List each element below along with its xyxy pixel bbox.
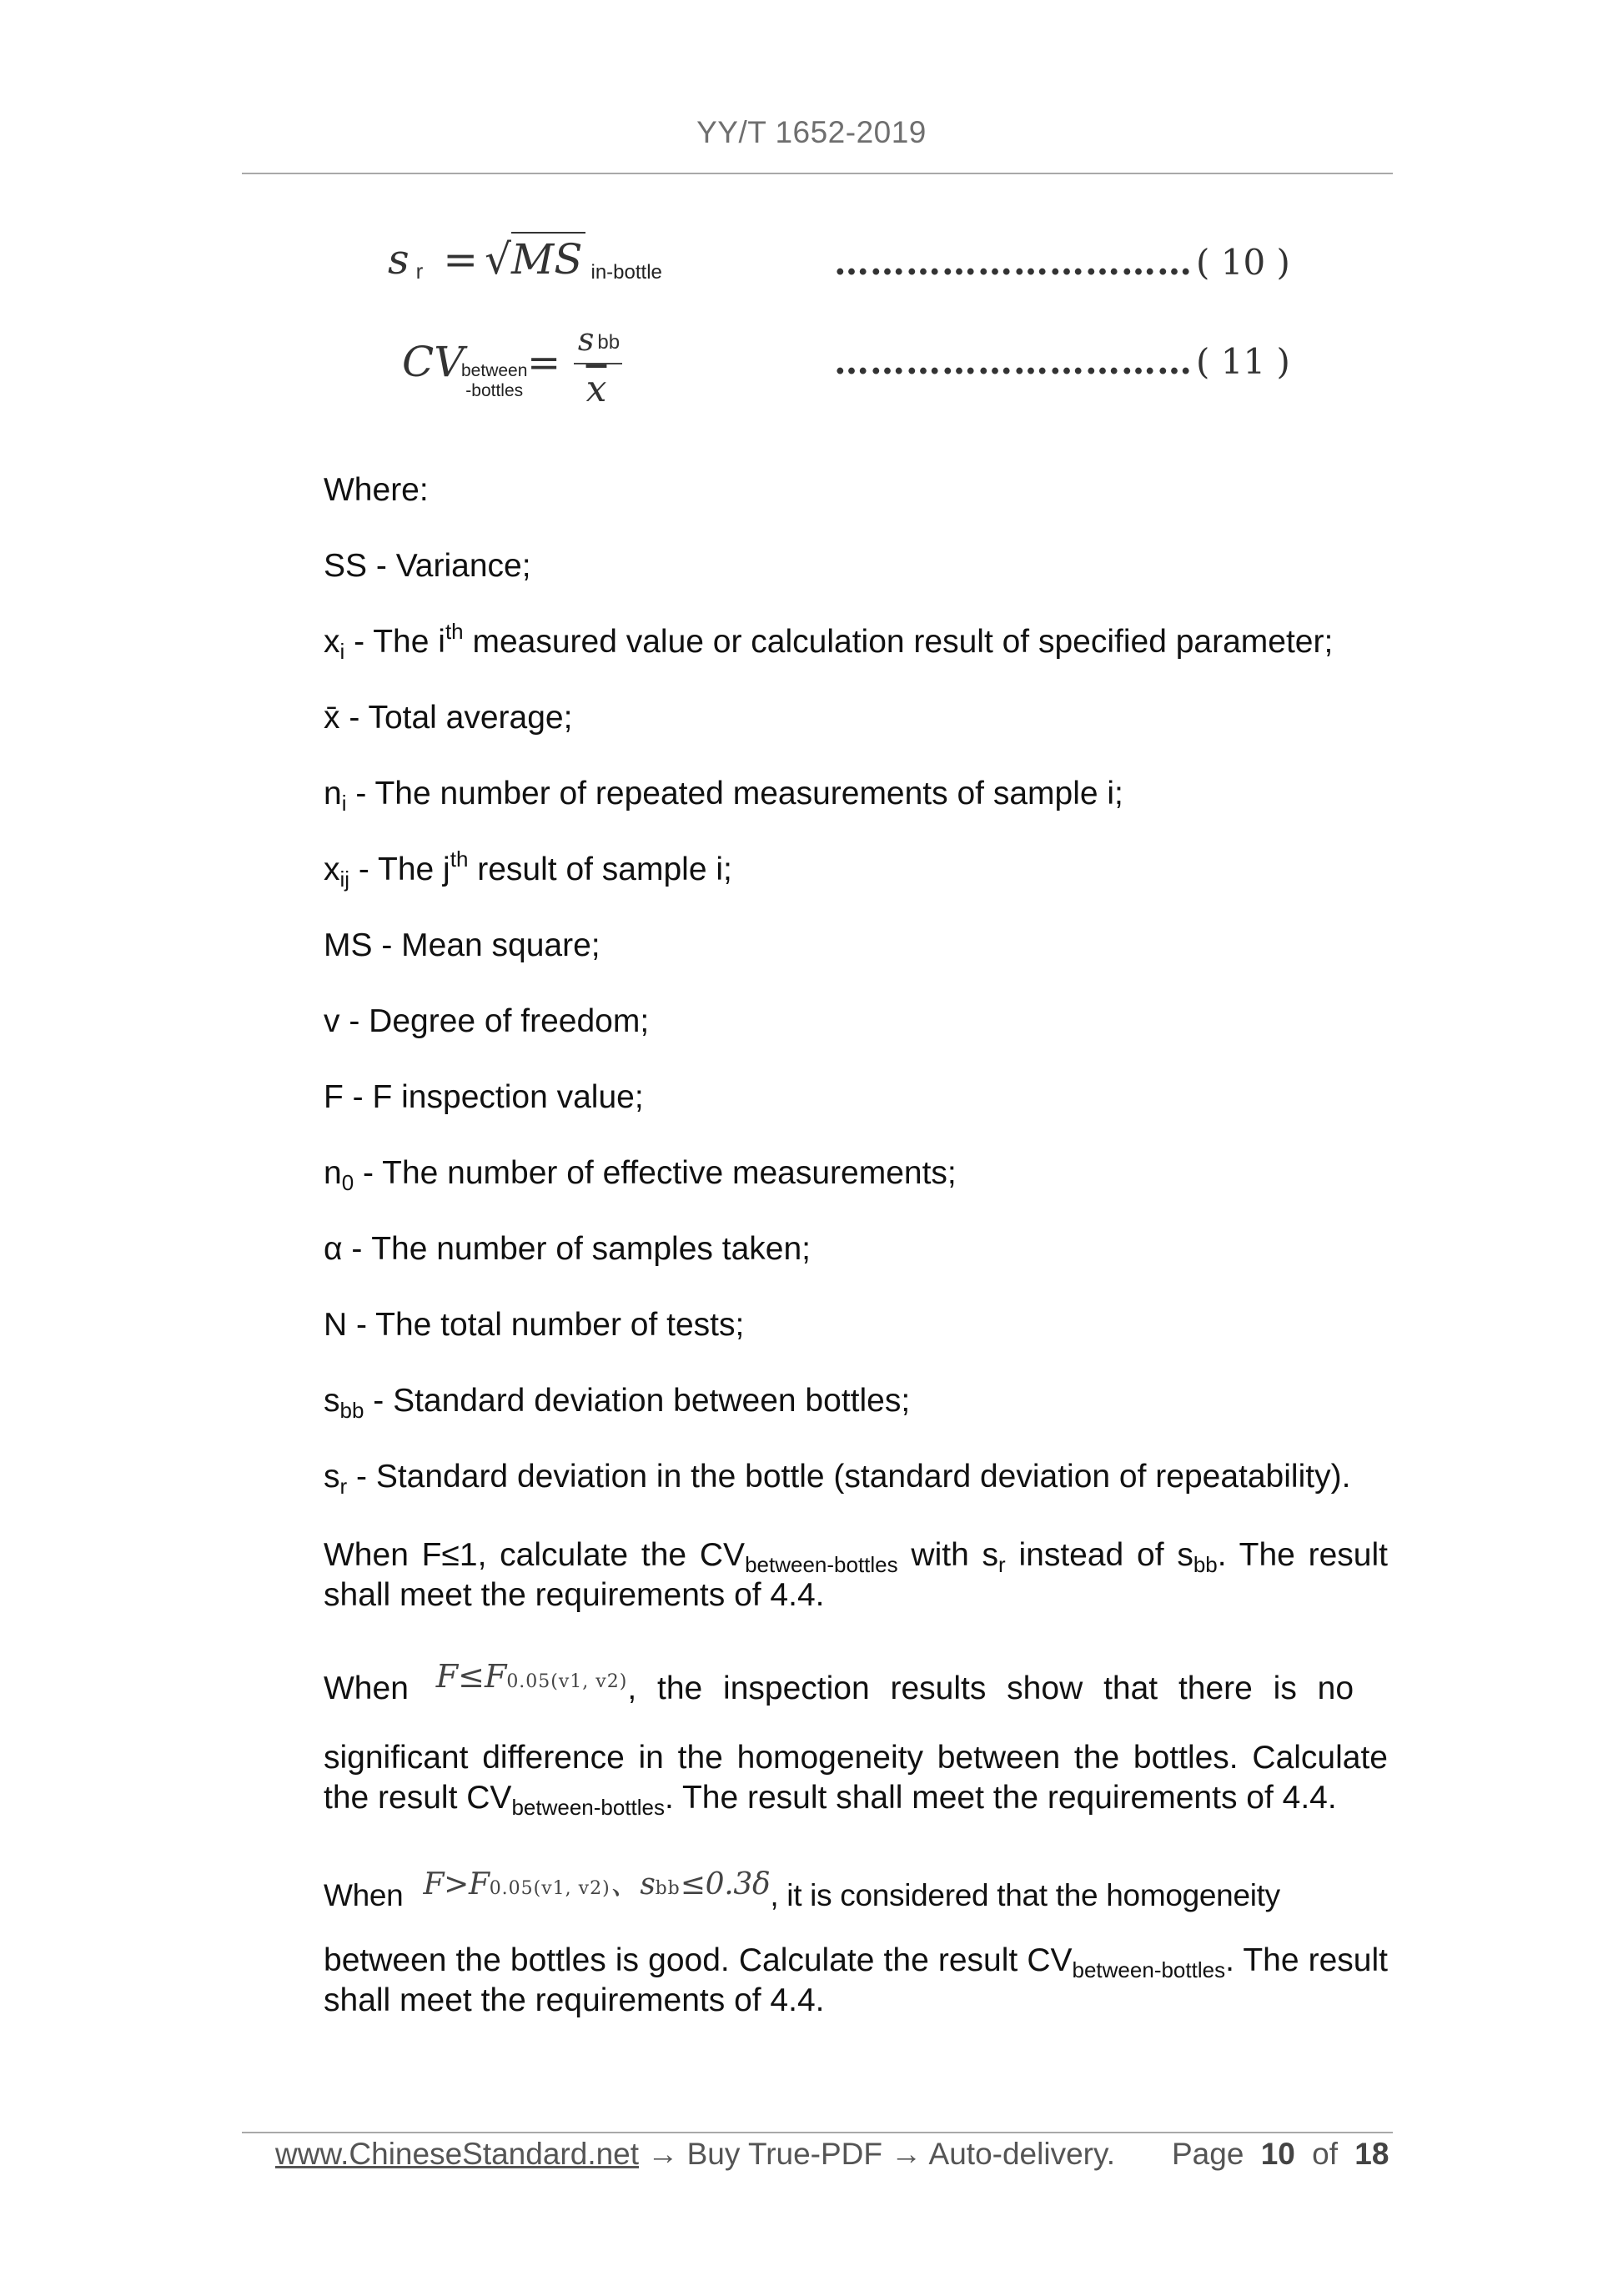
definition-symbol-sub: i (339, 639, 345, 664)
definition-symbol-sub: r (339, 1474, 348, 1499)
p3-math-b: 、s (610, 1867, 656, 1902)
definition-text: - F inspection value; (343, 1079, 644, 1115)
formula-10-sqrt-arg: MS (511, 232, 585, 284)
definition-sup: th (445, 619, 464, 644)
p1-sub-a: between-bottles (745, 1552, 898, 1577)
page-label: Page (1172, 2137, 1244, 2171)
definition-symbol: s (324, 1459, 340, 1495)
definition-text: - The total number of tests; (347, 1307, 745, 1343)
p2-when: When (324, 1671, 409, 1706)
p3-math-main: F>F (423, 1867, 490, 1902)
where-label: Where: (324, 472, 429, 508)
page-number (1172, 2137, 1389, 2172)
p1-text-c: instead of s (1005, 1537, 1193, 1573)
definition-text: - Standard deviation between bottles; (364, 1383, 911, 1419)
definition-symbol: MS (324, 927, 373, 963)
definition-symbol: F (324, 1079, 344, 1115)
definition-symbol-sub: ij (339, 867, 350, 892)
formula-10 (0, 235, 1623, 335)
definition-alpha (324, 1231, 811, 1268)
sqrt-symbol-icon: √ (485, 235, 512, 284)
definition-text: - Variance; (367, 548, 531, 584)
footer-arrow-2: → (882, 2137, 929, 2171)
paragraph-f-gt-fcrit-line2 (324, 1939, 1388, 1982)
definition-n-total (324, 1307, 744, 1344)
definition-symbol: s (324, 1383, 340, 1419)
paragraph-f-le-fcrit-line3 (324, 1780, 1337, 1820)
paragraph-f-le-fcrit-line1 (324, 1658, 1388, 1707)
footer-divider (242, 2132, 1393, 2133)
p1-text-b: with s (897, 1537, 999, 1573)
footer-delivery-text: Auto-delivery. (928, 2137, 1116, 2171)
definition-symbol: SS (324, 548, 368, 584)
page-footer (275, 2137, 1389, 2172)
definition-symbol: x (324, 852, 340, 887)
formula-10-arg-sub: in-bottle (590, 261, 662, 284)
p2-line3-sub: between-bottles (511, 1795, 665, 1820)
p3-math-sub: 0.05(v1, v2) (489, 1878, 611, 1899)
definition-symbol: N (324, 1307, 348, 1343)
p2-math-sub: 0.05(v1, v2) (506, 1671, 628, 1692)
definition-symbol: v (324, 1003, 340, 1039)
paragraph-f-le-1-line2: shall meet the requirements of 4.4. (324, 1577, 825, 1613)
p2-math-main: F≤F (435, 1658, 507, 1695)
p2-line3-a: the result CV (324, 1780, 512, 1816)
p3-when: When (324, 1878, 404, 1912)
definition-text: - The number of samples taken; (342, 1231, 811, 1267)
definition-text-a: - The j (349, 852, 450, 887)
formula-11-lhs: CV (402, 338, 465, 386)
formula-11-number: ( 11 ) (1196, 341, 1290, 382)
definition-sup: th (450, 847, 469, 872)
paragraph-f-gt-fcrit-line3: shall meet the requirements of 4.4. (324, 1982, 825, 2018)
footer-arrow-1: → (639, 2137, 687, 2171)
p3-line2-b: . The result (1225, 1942, 1388, 1978)
definition-text-a: - The i (344, 624, 445, 660)
definition-sbb (324, 1383, 911, 1423)
definition-f (324, 1079, 644, 1116)
p3-math-c: ≤0.3δ (680, 1867, 771, 1902)
definition-ss (324, 548, 531, 585)
footer-site-link[interactable]: www.ChineseStandard.net (275, 2137, 640, 2171)
p1-text-d: . The result (1217, 1537, 1389, 1573)
definition-symbol: α (324, 1231, 343, 1267)
definition-text: - Degree of freedom; (339, 1003, 650, 1039)
header-divider (242, 173, 1393, 174)
formula-11-lhs-sub (461, 361, 527, 401)
definition-xij (324, 847, 732, 892)
p3-line2-sub: between-bottles (1072, 1957, 1226, 1982)
definition-text: - Standard deviation in the bottle (standard deviation of repeatability). (347, 1459, 1351, 1495)
p3-text-a: , it is considered that the homogeneity (770, 1878, 1280, 1912)
paragraph-f-le-1-line1 (324, 1534, 1388, 1577)
formula-11-equals: = (527, 339, 561, 386)
formula-10-lhs: s (388, 235, 410, 284)
definition-ms (324, 927, 600, 964)
definition-v (324, 1003, 649, 1040)
definition-text: - Total average; (339, 700, 573, 736)
definition-xbar (324, 700, 572, 736)
p1-sub-b: r (998, 1552, 1006, 1577)
footer-buy-text: Buy True-PDF (686, 2137, 883, 2171)
p1-text-a: When F≤1, calculate the CV (324, 1537, 746, 1573)
p3-math-b-sub: bb (655, 1878, 681, 1899)
definition-text: measured value or calculation result of specified parameter; (463, 624, 1334, 660)
formula-10-expression (388, 235, 662, 284)
formula-11-denominator (584, 368, 609, 410)
paragraph-f-le-fcrit-line2: significant difference in the homogeneity between the bottles. Calculate (324, 1740, 1388, 1776)
definition-sr (324, 1459, 1351, 1499)
formula-11-numerator-sub: bb (597, 331, 621, 354)
formula-11 (0, 321, 1623, 421)
definition-symbol-sub: 0 (341, 1170, 354, 1195)
formula-10-lhs-sub: r (415, 259, 424, 284)
definition-symbol: x (324, 624, 340, 660)
p3-line2-a: between the bottles is good. Calculate the result CV (324, 1942, 1073, 1978)
formula-11-number-line (834, 341, 1290, 382)
paragraph-f-gt-fcrit-line1 (324, 1867, 1391, 1915)
p3-inline-math (423, 1867, 770, 1902)
p2-inline-math (436, 1658, 628, 1695)
formula-11-lhs-sub-1: between (461, 361, 528, 380)
definition-text: - Mean square; (372, 927, 600, 963)
definition-ni (324, 776, 1123, 816)
p1-sub-c: bb (1193, 1552, 1218, 1577)
formula-11-dots: ………………………… (834, 341, 1193, 382)
page-current: 10 (1260, 2137, 1295, 2171)
formula-11-fraction-bar (574, 363, 622, 364)
formula-10-dots: ………………………… (834, 242, 1193, 283)
definition-symbol-sub: i (341, 791, 347, 816)
definition-symbol: x̄ (324, 700, 340, 736)
page-of: of (1312, 2137, 1338, 2171)
formula-11-denominator-x: $\overline{x}$ (585, 368, 607, 410)
formula-10-equals: = (443, 235, 479, 284)
p2-line3-b: . The result shall meet the requirements of 4.4. (665, 1780, 1337, 1816)
formula-11-numerator-s: s (577, 321, 595, 358)
definition-symbol: n (324, 1155, 342, 1191)
formula-10-number: ( 10 ) (1196, 242, 1290, 283)
formula-11-lhs-sub-2: -bottles (465, 381, 524, 400)
definition-text: - The number of effective measurements; (354, 1155, 957, 1191)
p2-text-a: , the inspection results show that there is no (627, 1671, 1354, 1706)
formula-11-numerator (574, 321, 624, 358)
page-total: 18 (1354, 2137, 1389, 2171)
definition-xi (324, 619, 1334, 664)
page-header-doc-code: YY/T 1652-2019 (696, 115, 927, 149)
definition-text: result of sample i; (468, 852, 732, 887)
formula-11-lhs-group (402, 338, 464, 386)
definition-text: - The number of repeated measurements of sample i; (346, 776, 1123, 811)
definition-symbol: n (324, 776, 342, 811)
definition-n0 (324, 1155, 957, 1195)
definition-symbol-sub: bb (339, 1398, 364, 1423)
formula-10-number-line (834, 242, 1290, 283)
